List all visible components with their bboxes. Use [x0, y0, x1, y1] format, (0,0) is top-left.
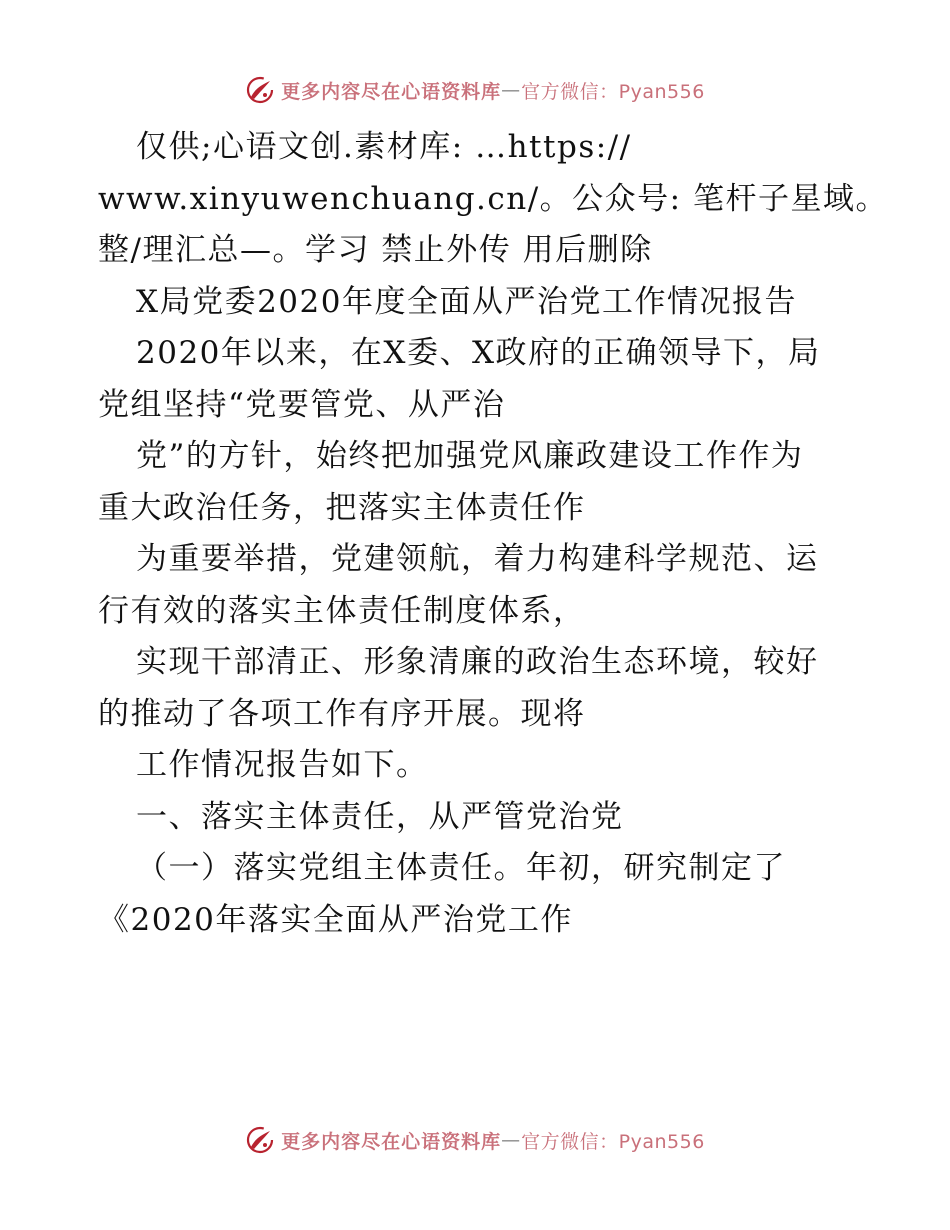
document-body: [98, 122, 888, 946]
banner-text: 更多内容尽在心语资料库: [281, 1130, 502, 1153]
text-line: 行有效的落实主体责任制度体系，: [98, 592, 586, 629]
text-line: 《2020年落实全面从严治党工作: [98, 901, 573, 938]
text-line: 整/理汇总—。学习 禁止外传 用后删除: [98, 232, 653, 268]
text-line: 的推动了各项工作有序开展。现将: [98, 695, 586, 732]
brush-stroke-logo-icon: [245, 1125, 275, 1155]
header-banner: [0, 70, 950, 110]
document-title: X局党委2020年度全面从严治党工作情况报告: [136, 283, 797, 320]
text-line: 重大政治任务，把落实主体责任作: [98, 489, 586, 526]
text-line: www.xinyuwenchuang.cn/。公众号: 笔杆子星域。: [98, 180, 888, 217]
text-line: 党”的方针，始终把加强党风廉政建设工作作为: [136, 438, 804, 474]
banner-text: 更多内容尽在心语资料库: [281, 80, 502, 103]
footer-banner: [0, 1120, 950, 1160]
banner-separator: —: [501, 1129, 522, 1151]
text-line: 工作情况报告如下。: [136, 747, 429, 783]
text-line: 2020年以来，在X委、X政府的正确领导下，局: [136, 335, 821, 371]
text-line: 实现干部清正、形象清廉的政治生态环境，较好: [136, 644, 819, 680]
text-line: 仅供;心语文创.素材库: …https://: [136, 129, 632, 165]
section-heading: 一、落实主体责任，从严管党治党: [136, 798, 624, 835]
brush-stroke-logo-icon: [245, 75, 275, 105]
banner-wechat: 官方微信：Pyan556: [521, 80, 705, 103]
text-line: 党组坚持“党要管党、从严治: [98, 386, 506, 423]
subsection-heading: （一）落实党组主体责任。年初，研究制定了: [136, 850, 786, 886]
banner-separator: —: [501, 79, 522, 101]
banner-wechat: 官方微信：Pyan556: [521, 1130, 705, 1153]
text-line: 为重要举措，党建领航，着力构建科学规范、运: [136, 541, 819, 577]
